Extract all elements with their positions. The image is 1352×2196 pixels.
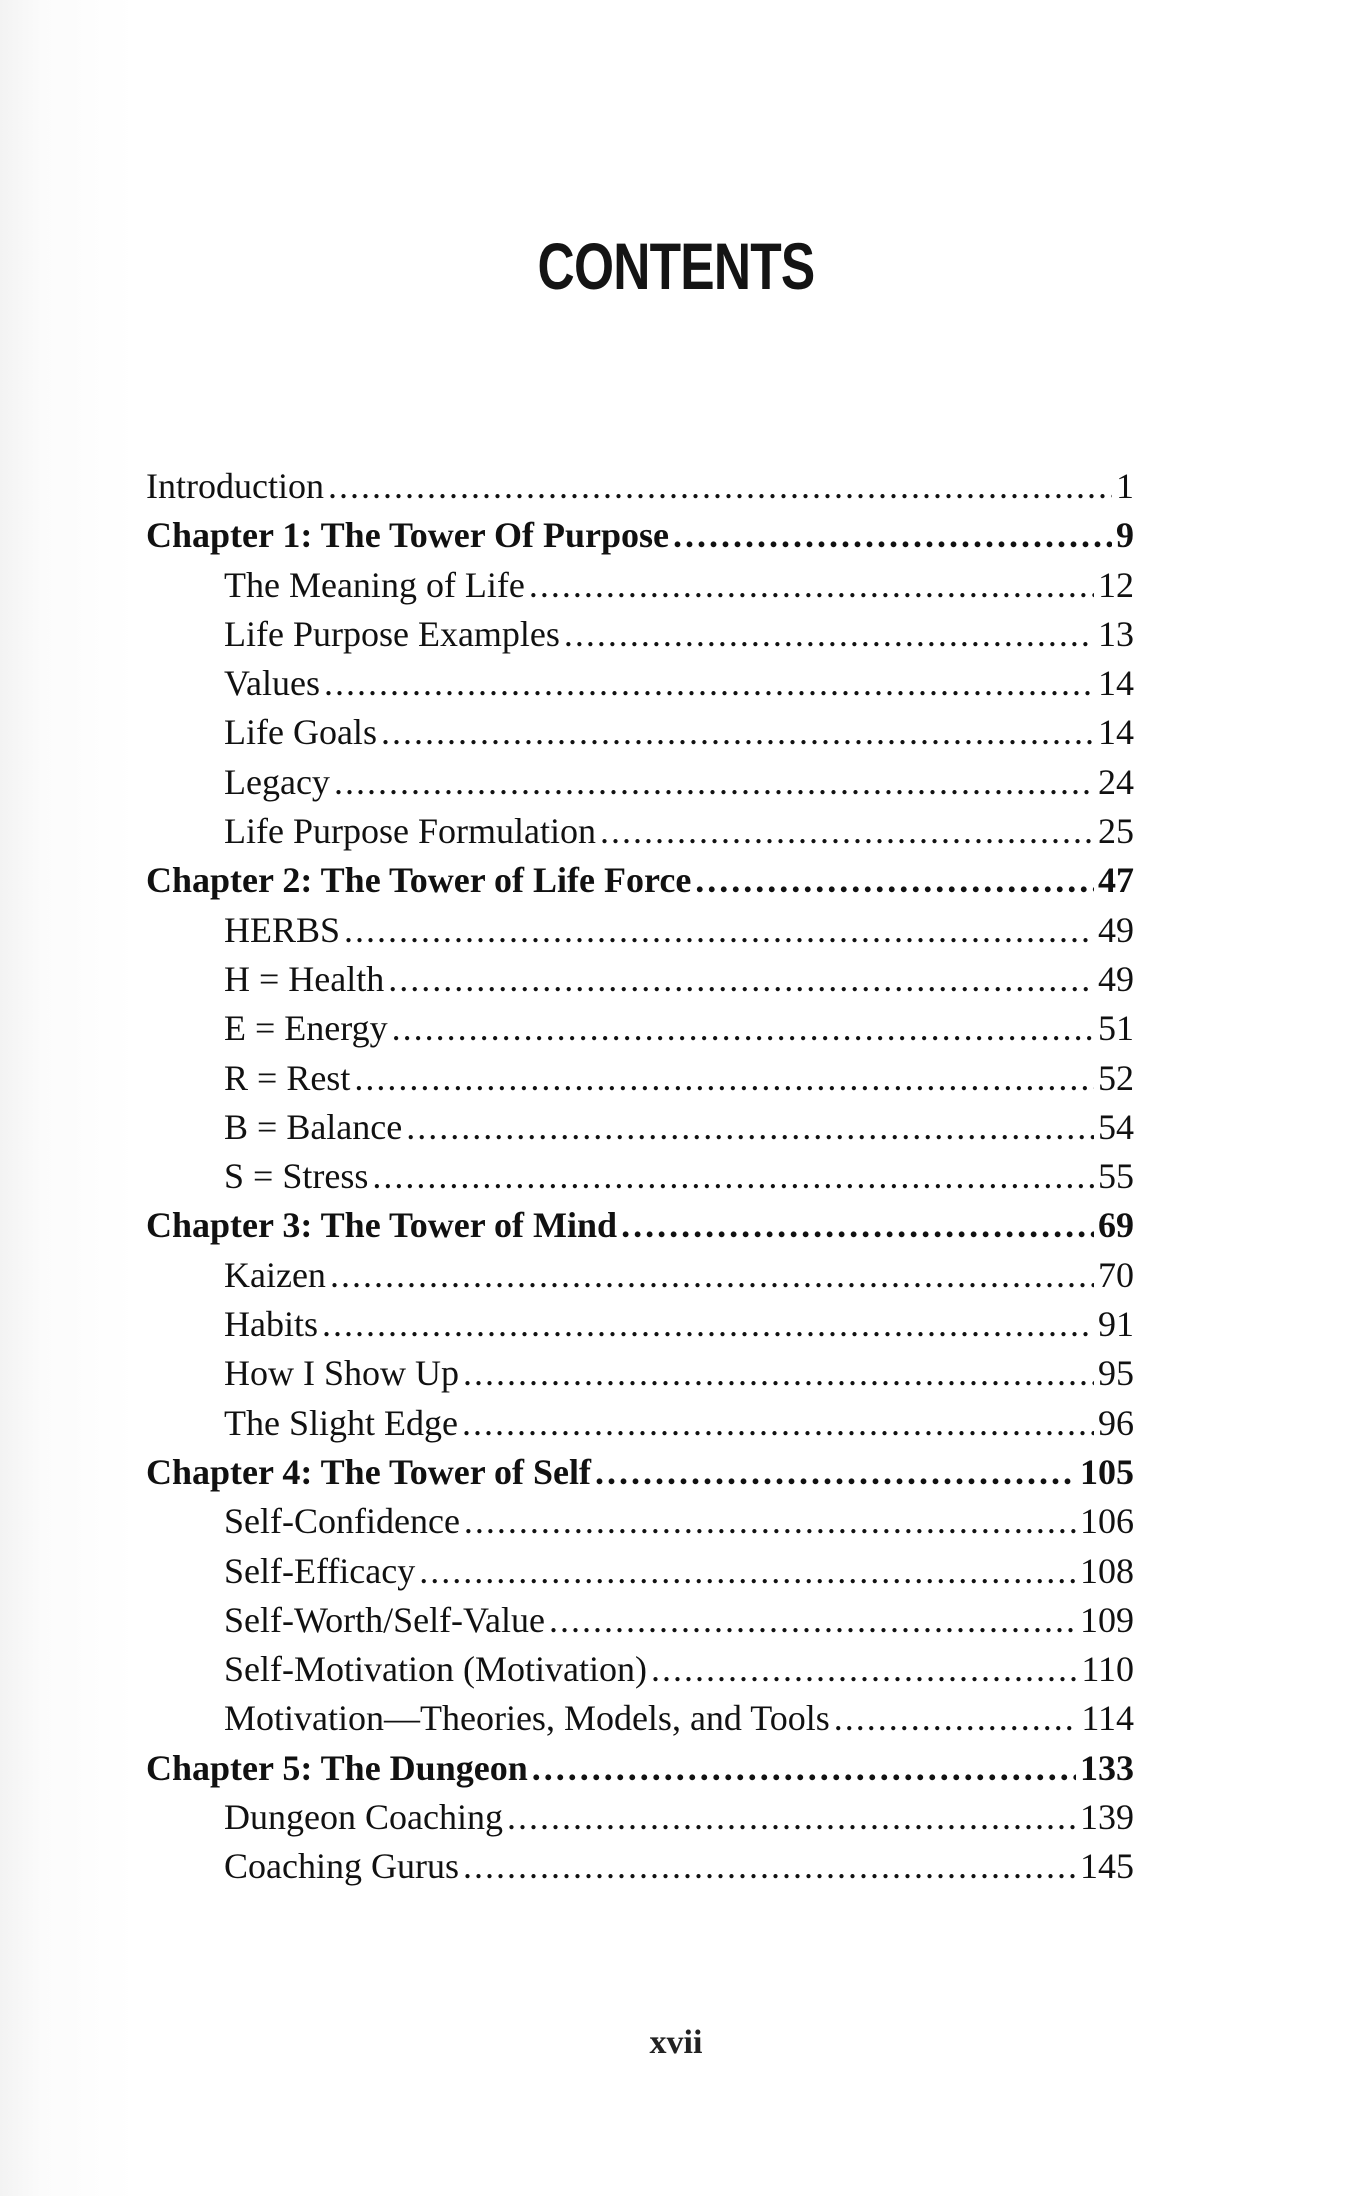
toc-entry-page-number: 25 (1098, 811, 1134, 852)
toc-entry-page-number: 9 (1116, 515, 1134, 556)
toc-section-entry (146, 1349, 1134, 1398)
toc-entry-page-number: 108 (1080, 1550, 1134, 1591)
toc-entry-page-number: 91 (1098, 1304, 1134, 1345)
toc-entry-page-number: 47 (1098, 860, 1134, 901)
dot-leader (507, 1793, 1076, 1842)
toc-entry-label: The Slight Edge (224, 1402, 458, 1443)
dot-leader (695, 856, 1094, 905)
toc-chapter-entry (146, 511, 1134, 560)
toc-entry-label: The Meaning of Life (224, 564, 525, 605)
toc-entry-page-number: 145 (1080, 1846, 1134, 1887)
toc-section-entry (146, 1054, 1134, 1103)
dot-leader (462, 1399, 1094, 1448)
toc-section-entry (146, 1251, 1134, 1300)
toc-section-entry (146, 1399, 1134, 1448)
toc-section-entry (146, 1004, 1134, 1053)
toc-section-entry (146, 1547, 1134, 1596)
toc-entry-label: HERBS (224, 909, 341, 950)
toc-section-entry (146, 955, 1134, 1004)
dot-leader (344, 906, 1094, 955)
toc-entry-label: S = Stress (224, 1156, 369, 1197)
dot-leader (600, 807, 1094, 856)
dot-leader (406, 1103, 1094, 1152)
toc-chapter-entry (146, 1201, 1134, 1250)
toc-section-entry (146, 906, 1134, 955)
toc-section-entry (146, 659, 1134, 708)
toc-entry-page-number: 95 (1098, 1353, 1134, 1394)
dot-leader (673, 511, 1112, 560)
toc-chapter-entry (146, 1448, 1134, 1497)
toc-section-entry (146, 807, 1134, 856)
dot-leader (354, 1054, 1094, 1103)
toc-section-entry (146, 758, 1134, 807)
toc-entry-label: Values (224, 663, 320, 704)
toc-entry-page-number: 70 (1098, 1254, 1134, 1295)
dot-leader (564, 610, 1094, 659)
toc-section-entry (146, 1645, 1134, 1694)
toc-section-entry (146, 1152, 1134, 1201)
toc-entry-page-number: 24 (1098, 761, 1134, 802)
toc-section-entry (146, 708, 1134, 757)
toc-entry-label: How I Show Up (224, 1353, 460, 1394)
toc-chapter-entry (146, 856, 1134, 905)
toc-entry-label: Life Goals (224, 712, 377, 753)
toc-section-entry (146, 1103, 1134, 1152)
toc-entry-page-number: 13 (1098, 613, 1134, 654)
toc-entry-page-number: 105 (1080, 1451, 1134, 1492)
toc-entry-label: Self-Efficacy (224, 1550, 416, 1591)
dot-leader (388, 955, 1094, 1004)
toc-entry-label: Life Purpose Examples (224, 613, 560, 654)
toc-entry-label: Chapter 3: The Tower of Mind (146, 1205, 618, 1246)
toc-entry-label: Life Purpose Formulation (224, 811, 596, 852)
dot-leader (532, 1744, 1076, 1793)
toc-entry-label: Chapter 5: The Dungeon (146, 1747, 528, 1788)
toc-entry-page-number: 14 (1098, 712, 1134, 753)
toc-section-entry (146, 1793, 1134, 1842)
toc-entry-label: Habits (224, 1304, 318, 1345)
toc-entry-label: E = Energy (224, 1008, 388, 1049)
toc-entry-label: Self-Motivation (Motivation) (224, 1649, 647, 1690)
toc-entry-page-number: 106 (1080, 1501, 1134, 1542)
toc-entry-label: Kaizen (224, 1254, 326, 1295)
toc-section-entry (146, 1300, 1134, 1349)
toc-entry-page-number: 54 (1098, 1106, 1134, 1147)
toc-entry-page-number: 139 (1080, 1797, 1134, 1838)
dot-leader (464, 1497, 1076, 1546)
toc-entry-page-number: 12 (1098, 564, 1134, 605)
toc-entry-label: B = Balance (224, 1106, 403, 1147)
toc-entry-page-number: 14 (1098, 663, 1134, 704)
contents-heading: CONTENTS (537, 229, 815, 303)
toc-entry-label: Self-Confidence (224, 1501, 460, 1542)
toc-section-entry (146, 1596, 1134, 1645)
dot-leader (324, 659, 1094, 708)
toc-section-entry (146, 1842, 1134, 1891)
dot-leader (330, 1251, 1094, 1300)
dot-leader (372, 1152, 1094, 1201)
toc-entry-label: Self-Worth/Self-Value (224, 1599, 546, 1640)
dot-leader (328, 462, 1112, 511)
toc-entry-label: H = Health (224, 958, 385, 999)
dot-leader (381, 708, 1094, 757)
toc-entry-label: Motivation—Theories, Models, and Tools (224, 1698, 830, 1739)
toc-entry (146, 462, 1134, 511)
table-of-contents (146, 462, 1134, 1892)
toc-entry-page-number: 110 (1081, 1649, 1134, 1690)
toc-entry-page-number: 55 (1098, 1156, 1134, 1197)
toc-entry-page-number: 133 (1080, 1747, 1134, 1788)
dot-leader (834, 1694, 1078, 1743)
toc-entry-page-number: 1 (1116, 466, 1134, 506)
dot-leader (322, 1300, 1094, 1349)
dot-leader (392, 1004, 1094, 1053)
toc-entry-label: Dungeon Coaching (224, 1797, 503, 1838)
page-number: xvii (649, 2024, 703, 2061)
dot-leader (529, 561, 1094, 610)
toc-entry-page-number: 49 (1098, 958, 1134, 999)
toc-chapter-entry (146, 1744, 1134, 1793)
dot-leader (549, 1596, 1076, 1645)
toc-entry-page-number: 109 (1080, 1599, 1134, 1640)
toc-entry-label: Introduction (146, 466, 324, 506)
toc-entry-label: Legacy (224, 761, 330, 802)
toc-section-entry (146, 1497, 1134, 1546)
dot-leader (419, 1547, 1076, 1596)
toc-entry-page-number: 52 (1098, 1057, 1134, 1098)
toc-entry-label: Chapter 1: The Tower Of Purpose (146, 515, 670, 556)
toc-entry-label: Chapter 4: The Tower of Self (146, 1451, 592, 1492)
toc-section-entry (146, 561, 1134, 610)
toc-entry-page-number: 114 (1081, 1698, 1134, 1739)
toc-entry-page-number: 69 (1098, 1205, 1134, 1246)
toc-section-entry (146, 1694, 1134, 1743)
toc-entry-page-number: 96 (1098, 1402, 1134, 1443)
dot-leader (651, 1645, 1077, 1694)
dot-leader (463, 1349, 1094, 1398)
toc-entry-label: Chapter 2: The Tower of Life Force (146, 860, 692, 901)
dot-leader (334, 758, 1094, 807)
dot-leader (621, 1201, 1094, 1250)
dot-leader (595, 1448, 1076, 1497)
toc-entry-label: R = Rest (224, 1057, 351, 1098)
dot-leader (463, 1842, 1076, 1891)
toc-entry-label: Coaching Gurus (224, 1846, 459, 1887)
toc-entry-page-number: 49 (1098, 909, 1134, 950)
toc-entry-page-number: 51 (1098, 1008, 1134, 1049)
toc-section-entry (146, 610, 1134, 659)
